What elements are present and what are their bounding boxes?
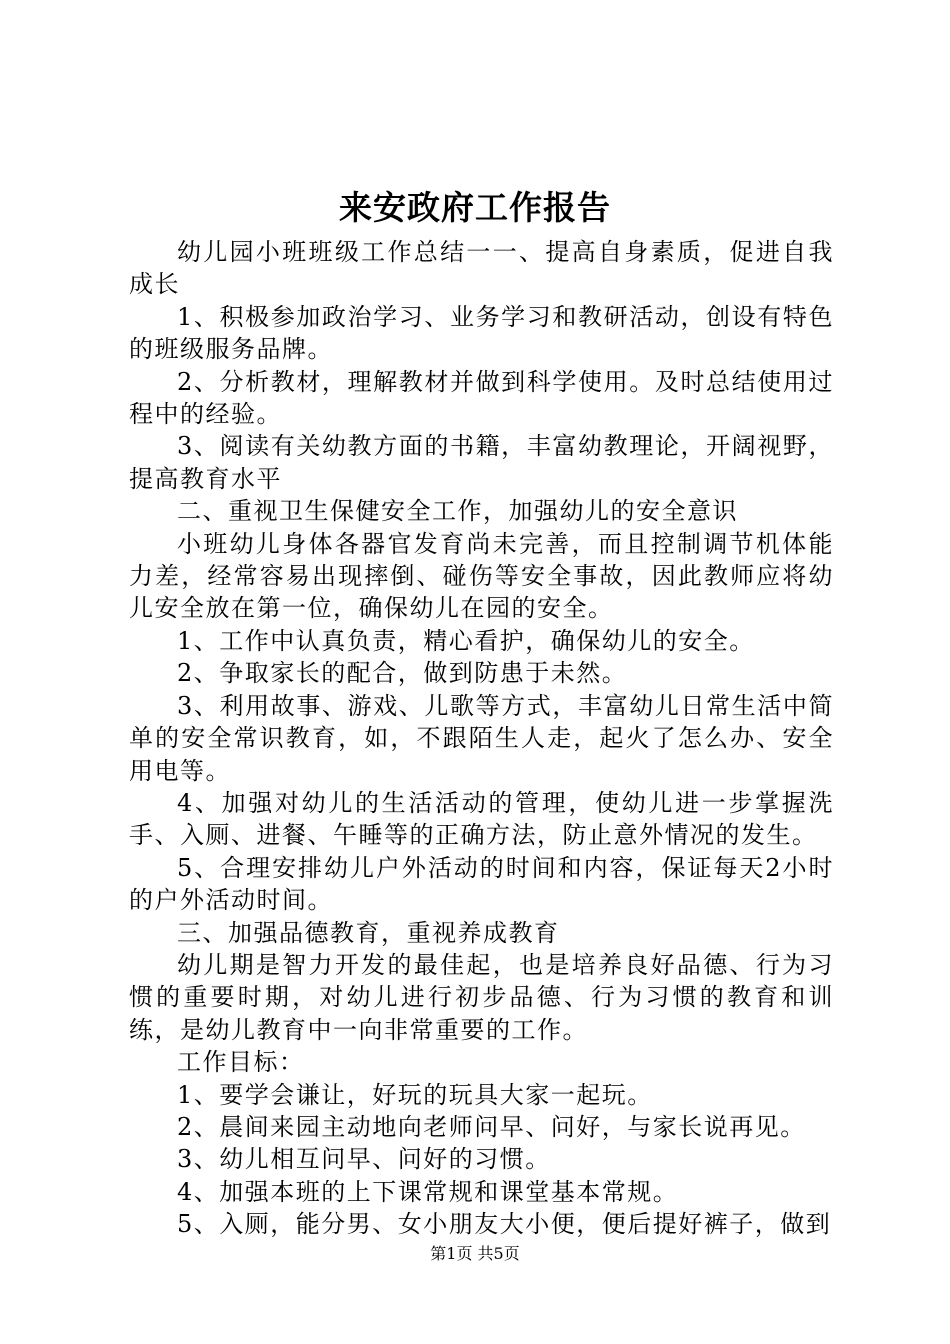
paragraph: 1、要学会谦让，好玩的玩具大家一起玩。 bbox=[177, 1080, 653, 1109]
paragraph: 2、晨间来园主动地向老师问早、问好，与家长说再见。 bbox=[177, 1112, 806, 1141]
paragraph: 3、利用故事、游戏、儿歌等方式，丰富幼儿日常生活中简单的安全常识教育，如，不跟陌生人走，起火了怎么办、安全用电等。 bbox=[129, 691, 834, 785]
paragraph: 3、幼儿相互问早、问好的习惯。 bbox=[177, 1145, 551, 1174]
document-title: 来安政府工作报告 bbox=[339, 188, 611, 227]
section-heading: 二、重视卫生保健安全工作，加强幼儿的安全意识 bbox=[177, 497, 738, 526]
paragraph: 2、争取家长的配合，做到防患于未然。 bbox=[177, 659, 628, 688]
paragraph: 5、合理安排幼儿户外活动的时间和内容，保证每天2小时的户外活动时间。 bbox=[129, 853, 834, 915]
paragraph: 4、加强本班的上下课常规和课堂基本常规。 bbox=[177, 1177, 679, 1206]
paragraph: 1、积极参加政治学习、业务学习和教研活动，创设有特色的班级服务品牌。 bbox=[129, 302, 834, 364]
paragraph: 2、分析教材，理解教材并做到科学使用。及时总结使用过程中的经验。 bbox=[129, 367, 834, 429]
paragraph: 工作目标： bbox=[177, 1048, 305, 1077]
paragraph: 小班幼儿身体各器官发育尚未完善，而且控制调节机体能力差，经常容易出现摔倒、碰伤等安全事故，因此教师应将幼儿安全放在第一位，确保幼儿在园的安全。 bbox=[129, 529, 834, 623]
paragraph: 5、入厕，能分男、女小朋友大小便，便后提好裤子，做到 bbox=[177, 1210, 832, 1239]
document-body bbox=[129, 236, 834, 1241]
paragraph: 1、工作中认真负责，精心看护，确保幼儿的安全。 bbox=[177, 626, 755, 655]
paragraph: 幼儿园小班班级工作总结一一、提高自身素质，促进自我成长 bbox=[129, 238, 834, 299]
page-footer: 第1页 共5页 bbox=[430, 1244, 520, 1263]
section-heading: 三、加强品德教育，重视养成教育 bbox=[177, 918, 560, 947]
paragraph: 幼儿期是智力开发的最佳起，也是培养良好品德、行为习惯的重要时期，对幼儿进行初步品德、行为习惯的教育和训练，是幼儿教育中一向非常重要的工作。 bbox=[129, 950, 834, 1044]
paragraph: 4、加强对幼儿的生活活动的管理，使幼儿进一步掌握洗手、入厕、进餐、午睡等的正确方法，防止意外情况的发生。 bbox=[129, 788, 834, 850]
paragraph: 3、阅读有关幼教方面的书籍，丰富幼教理论，开阔视野，提高教育水平 bbox=[129, 432, 834, 493]
